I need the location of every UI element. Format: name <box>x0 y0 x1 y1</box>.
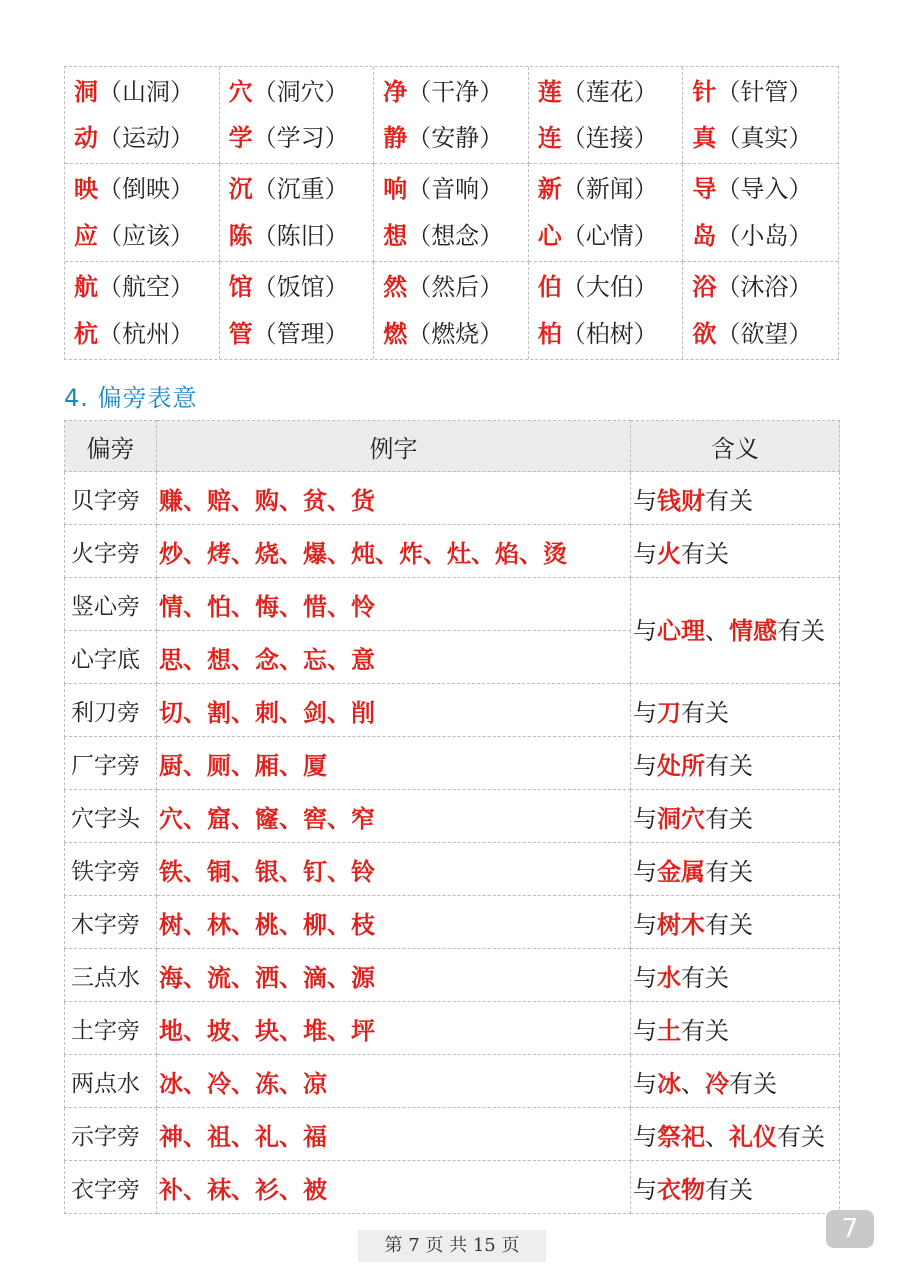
word-line: 净（干净） <box>383 77 504 107</box>
grid-cell <box>529 67 684 164</box>
meaning-cell: 与心理、情感有关 <box>631 578 840 684</box>
table-row <box>65 1002 840 1055</box>
grid-cell <box>683 67 838 164</box>
meaning-cell: 与祭祀、礼仪有关 <box>631 1108 840 1161</box>
radical-cell: 穴字头 <box>65 790 157 843</box>
grid-cell <box>374 262 529 359</box>
radical-cell: 木字旁 <box>65 896 157 949</box>
page-footer: 第 7 页 共 15 页 <box>358 1230 546 1262</box>
radical-cell: 两点水 <box>65 1055 157 1108</box>
meaning-cell: 与钱财有关 <box>631 472 840 525</box>
table-row <box>65 578 840 631</box>
word-line: 欲（欲望） <box>692 318 813 348</box>
radical-cell: 厂字旁 <box>65 737 157 790</box>
word-line: 针（针管） <box>692 77 813 107</box>
word-line: 馆（饭馆） <box>228 271 349 301</box>
table-row <box>65 1161 840 1214</box>
radical-cell: 火字旁 <box>65 525 157 578</box>
meaning-cell: 与水有关 <box>631 949 840 1002</box>
word-line: 真（真实） <box>692 123 813 153</box>
examples-cell: 铁、铜、银、钉、铃 <box>157 843 631 896</box>
radical-cell: 利刀旁 <box>65 684 157 737</box>
examples-cell: 冰、冷、冻、凉 <box>157 1055 631 1108</box>
table-row <box>65 1108 840 1161</box>
examples-cell: 神、祖、礼、福 <box>157 1108 631 1161</box>
examples-cell: 穴、窟、窿、窖、窄 <box>157 790 631 843</box>
word-line: 柏（柏树） <box>537 318 658 348</box>
radical-cell: 三点水 <box>65 949 157 1002</box>
radical-cell: 衣字旁 <box>65 1161 157 1214</box>
grid-cell <box>65 262 220 359</box>
grid-cell <box>220 164 375 261</box>
radical-cell: 铁字旁 <box>65 843 157 896</box>
grid-cell <box>374 164 529 261</box>
grid-cell <box>374 67 529 164</box>
header-radical: 偏旁 <box>65 421 157 472</box>
examples-cell: 情、怕、悔、惜、怜 <box>157 578 631 631</box>
word-line: 想（想念） <box>383 220 504 250</box>
table-row <box>65 843 840 896</box>
grid-cell <box>220 67 375 164</box>
table-row <box>65 949 840 1002</box>
examples-cell: 切、割、刺、剑、削 <box>157 684 631 737</box>
grid-cell <box>65 67 220 164</box>
examples-cell: 地、坡、块、堆、坪 <box>157 1002 631 1055</box>
word-line: 莲（莲花） <box>537 77 658 107</box>
grid-cell <box>529 262 684 359</box>
word-line: 然（然后） <box>383 271 504 301</box>
header-examples: 例字 <box>157 421 631 472</box>
word-line: 响（音响） <box>383 174 504 204</box>
radical-cell: 贝字旁 <box>65 472 157 525</box>
radical-cell: 示字旁 <box>65 1108 157 1161</box>
section-title: 4. 偏旁表意 <box>64 384 198 412</box>
meaning-cell: 与火有关 <box>631 525 840 578</box>
examples-cell: 海、流、洒、滴、源 <box>157 949 631 1002</box>
grid-cell <box>220 262 375 359</box>
meaning-cell: 与土有关 <box>631 1002 840 1055</box>
table-row <box>65 684 840 737</box>
word-line: 伯（大伯） <box>537 271 658 301</box>
radical-cell: 土字旁 <box>65 1002 157 1055</box>
word-line: 穴（洞穴） <box>228 77 349 107</box>
table-row <box>65 737 840 790</box>
meaning-cell: 与树木有关 <box>631 896 840 949</box>
word-line: 动（运动） <box>74 123 194 153</box>
word-line: 学（学习） <box>228 123 349 153</box>
page-number-badge: 7 <box>826 1210 874 1248</box>
meaning-cell: 与洞穴有关 <box>631 790 840 843</box>
word-line: 导（导入） <box>692 174 813 204</box>
examples-cell: 树、林、桃、柳、枝 <box>157 896 631 949</box>
examples-cell: 厨、厕、厢、厦 <box>157 737 631 790</box>
word-line: 连（连接） <box>537 123 658 153</box>
meaning-cell: 与金属有关 <box>631 843 840 896</box>
word-line: 心（心情） <box>537 220 658 250</box>
word-line: 静（安静） <box>383 123 504 153</box>
meaning-cell: 与刀有关 <box>631 684 840 737</box>
grid-cell <box>65 164 220 261</box>
word-line: 洞（山洞） <box>74 77 194 107</box>
meaning-cell: 与处所有关 <box>631 737 840 790</box>
word-line: 应（应该） <box>74 220 194 250</box>
grid-cell <box>529 164 684 261</box>
grid-cell <box>683 164 838 261</box>
word-line: 映（倒映） <box>74 174 194 204</box>
radical-table <box>64 420 840 1214</box>
word-line: 燃（燃烧） <box>383 318 504 348</box>
word-line: 浴（沐浴） <box>692 271 813 301</box>
word-line: 新（新闻） <box>537 174 658 204</box>
meaning-cell: 与冰、冷有关 <box>631 1055 840 1108</box>
header-meaning: 含义 <box>631 421 840 472</box>
examples-cell: 思、想、念、忘、意 <box>157 631 631 684</box>
table-header-row <box>65 421 840 472</box>
grid-cell <box>683 262 838 359</box>
table-row <box>65 896 840 949</box>
word-line: 杭（杭州） <box>74 318 194 348</box>
examples-cell: 补、袜、衫、被 <box>157 1161 631 1214</box>
word-line: 管（管理） <box>228 318 349 348</box>
word-line: 陈（陈旧） <box>228 220 349 250</box>
meaning-cell: 与衣物有关 <box>631 1161 840 1214</box>
table-row <box>65 525 840 578</box>
table-row <box>65 790 840 843</box>
word-line: 岛（小岛） <box>692 220 813 250</box>
examples-cell: 炒、烤、烧、爆、炖、炸、灶、焰、烫 <box>157 525 631 578</box>
examples-cell: 赚、赔、购、贫、货 <box>157 472 631 525</box>
word-grid <box>64 66 839 360</box>
radical-cell: 心字底 <box>65 631 157 684</box>
radical-cell: 竖心旁 <box>65 578 157 631</box>
table-row <box>65 472 840 525</box>
word-line: 沉（沉重） <box>228 174 349 204</box>
word-line: 航（航空） <box>74 271 194 301</box>
table-row <box>65 1055 840 1108</box>
